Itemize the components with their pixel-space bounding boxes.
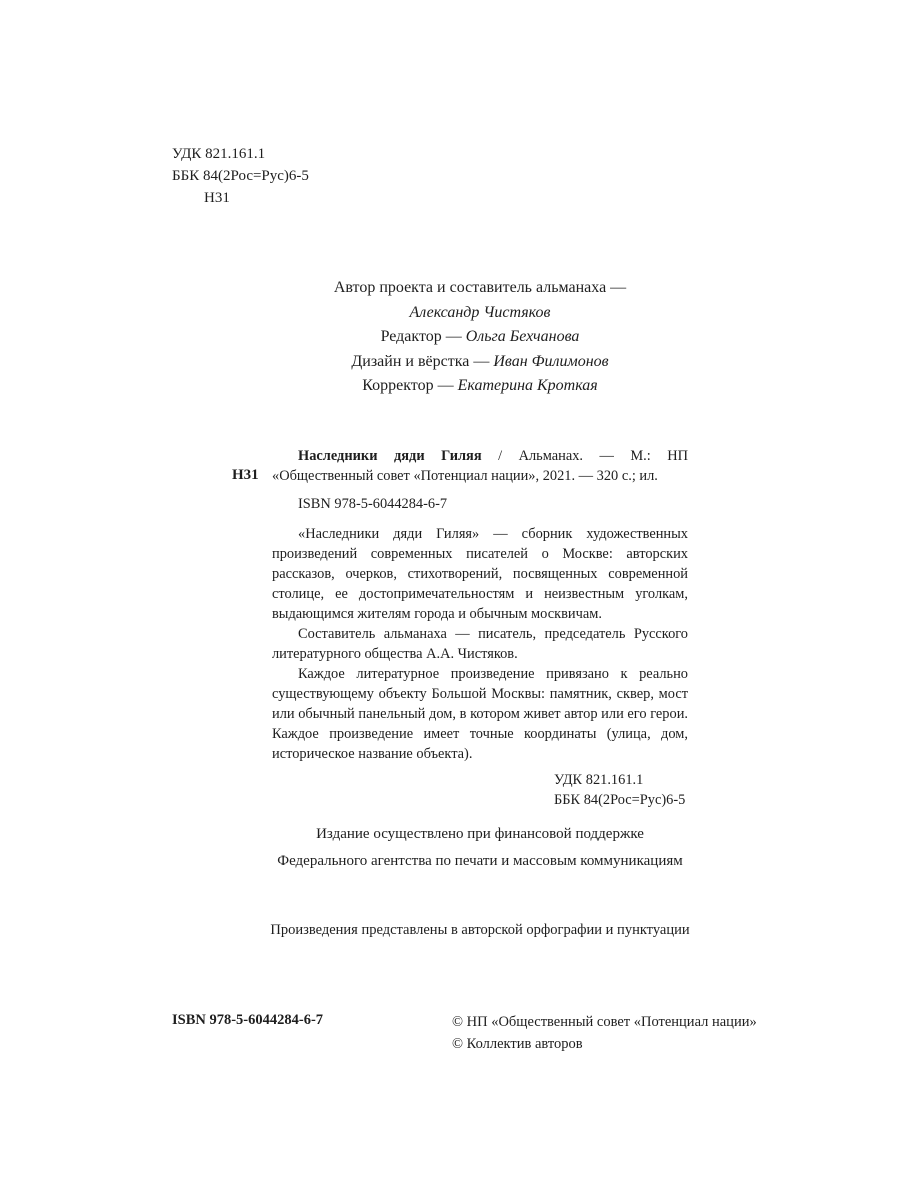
support-line-1: Издание осуществлено при финансовой поддержке: [316, 826, 644, 842]
card-isbn: ISBN 978-5-6044284-6-7: [298, 496, 448, 512]
bbk-code: ББК 84(2Рос=Рус)6-5: [172, 168, 309, 184]
udk-code: УДК 821.161.1: [172, 146, 266, 162]
card-udk: УДК 821.161.1: [554, 772, 644, 788]
copyright-block: [452, 1011, 757, 1055]
design-line: [230, 350, 730, 375]
corrector-line: [230, 374, 730, 399]
bibliographic-details: / Альманах. — М.: НП «Общественный совет «Потенциал нации», 2021. — 320 с.; ил.: [272, 448, 689, 484]
catalog-card-mark: Н31: [232, 467, 259, 483]
bibliographic-entry: [272, 446, 688, 486]
author-mark: Н31: [204, 190, 230, 206]
corrector-label: Корректор —: [362, 377, 454, 394]
support-notice: [180, 821, 780, 875]
catalog-card: [272, 446, 688, 810]
card-indexes: [272, 770, 688, 810]
editor-label: Редактор —: [380, 328, 462, 345]
card-bbk: ББК 84(2Рос=Рус)6-5: [554, 792, 686, 808]
credits-block: [230, 276, 730, 399]
corrector-name: Екатерина Кроткая: [457, 377, 598, 394]
annotation-paragraph: «Наследники дяди Гиляя» — сборник художественных произведений современных писателей о Москве: авторских рассказов, очерков, стихотворений, посвященных современной столице, ее достопримечательностям и неизвестным уголкам, выдающимся жителям города и обычным москвичам.: [272, 526, 688, 622]
compiler-name: Александр Чистяков: [409, 303, 551, 321]
book-title: Наследники дяди Гиляя: [298, 448, 482, 464]
support-line-2: Федерального агентства по печати и массовым коммуникациям: [277, 853, 683, 869]
annotation-paragraph: Каждое литературное произведение привязано к реально существующему объекту Большой Москвы: памятник, сквер, мост или обычный панельный дом, в котором живет автор или его герои. Каждое произведение имеет точные координаты (улица, дом, историческое название объекта).: [272, 666, 688, 762]
design-label: Дизайн и вёрстка —: [351, 352, 490, 370]
editor-line: [230, 325, 730, 350]
editor-name: Ольга Бехчанова: [465, 328, 580, 345]
classification-block: [172, 143, 309, 209]
annotation-paragraph: Составитель альманаха — писатель, председатель Русского литературного общества А.А. Чистяков.: [272, 626, 688, 662]
project-author-label: Автор проекта и составитель альманаха —: [333, 279, 627, 296]
spelling-note: Произведения представлены в авторской орфографии и пунктуации: [270, 922, 690, 938]
design-name: Иван Филимонов: [493, 352, 609, 370]
copyright-authors: © Коллектив авторов: [452, 1036, 583, 1052]
bottom-isbn: ISBN 978-5-6044284-6-7: [172, 1012, 324, 1028]
copyright-publisher: © НП «Общественный совет «Потенциал нации»: [452, 1014, 757, 1030]
